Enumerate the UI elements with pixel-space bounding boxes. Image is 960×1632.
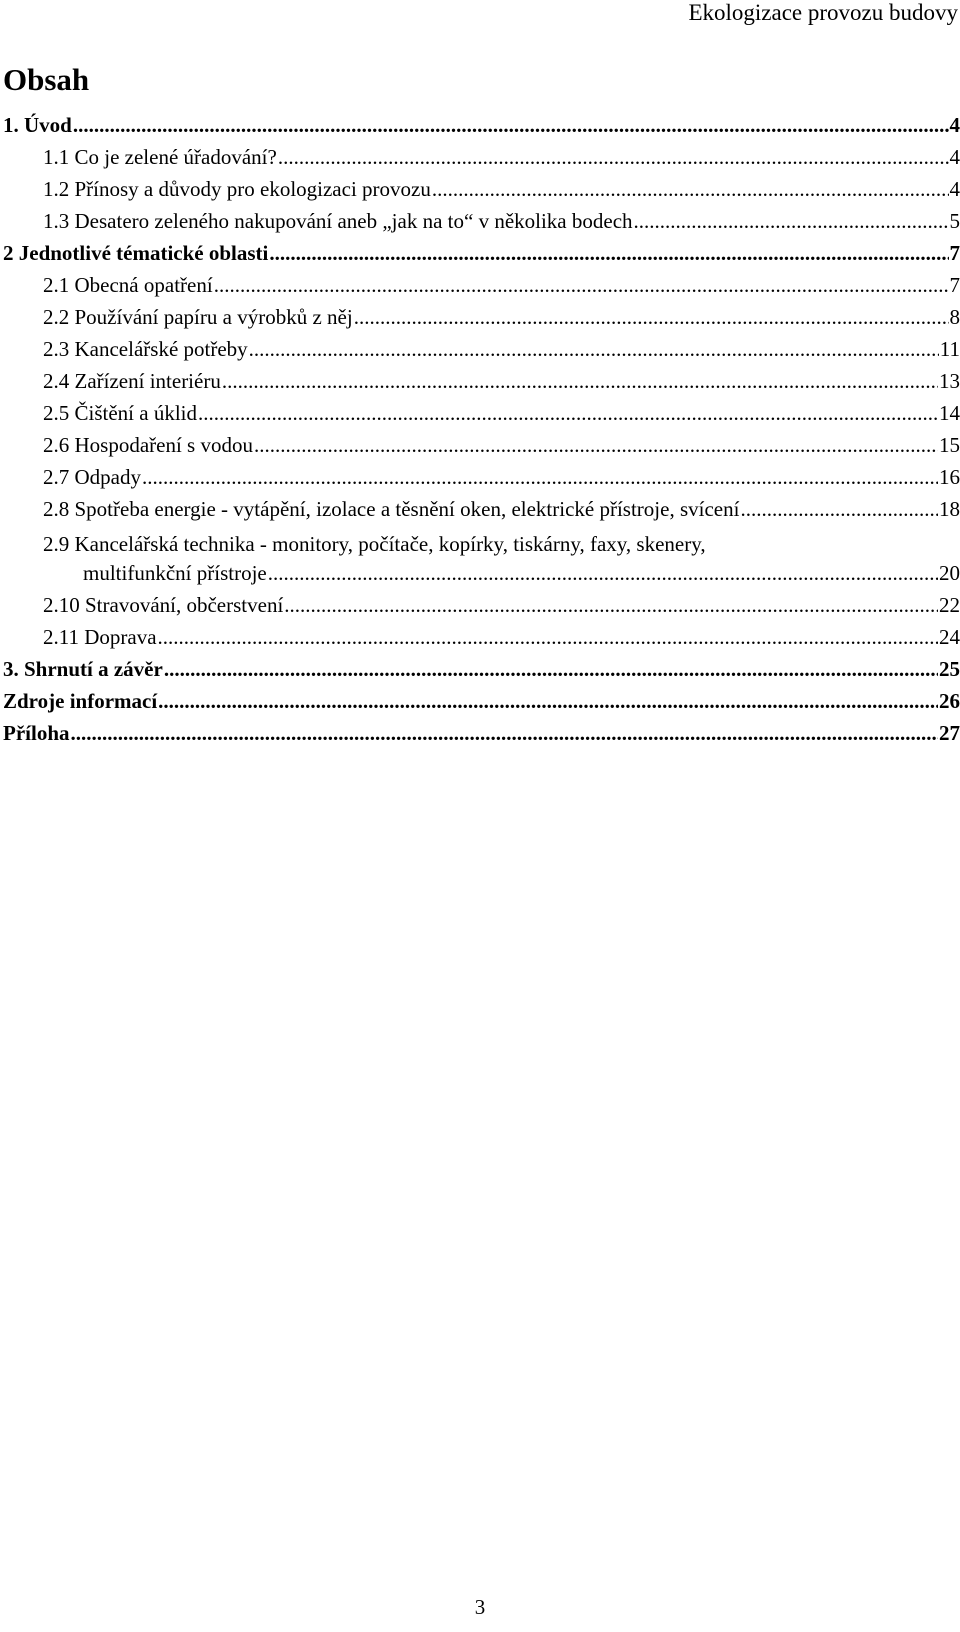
toc-entry-page: 16 — [939, 465, 960, 489]
toc-entry-label-line2: multifunkční přístroje — [83, 561, 267, 585]
dot-leader — [354, 304, 949, 330]
toc-entry-label-line1: 2.9 Kancelářská technika - monitory, počítače, kopírky, tiskárny, faxy, skenery, — [43, 532, 706, 556]
toc-entry-page: 26 — [939, 689, 960, 713]
toc-entry-label: 2.4 Zařízení interiéru — [43, 369, 221, 393]
toc-entry-label: 2.2 Používání papíru a výrobků z něj — [43, 305, 353, 329]
toc-entry-label: 2.11 Doprava — [43, 625, 157, 649]
toc-entry-page: 22 — [939, 593, 960, 617]
dot-leader — [214, 272, 949, 298]
toc-entry-label: 3. Shrnutí a závěr — [3, 657, 163, 681]
toc-entry-2-4[interactable] — [3, 368, 960, 400]
toc-entry-priloha[interactable] — [3, 720, 960, 752]
toc-entry-page: 27 — [939, 721, 960, 745]
dot-leader — [198, 400, 938, 426]
toc-entry-label: 2.6 Hospodaření s vodou — [43, 433, 253, 457]
toc-entry-page: 7 — [949, 273, 960, 297]
toc-entry-label: 1.1 Co je zelené úřadování? — [43, 145, 277, 169]
toc-entry-page: 11 — [939, 337, 960, 361]
toc-entry-zdroje[interactable] — [3, 688, 960, 720]
toc-entry-label: 2.8 Spotřeba energie - vytápění, izolace a těsnění oken, elektrické přístroje, svícení — [43, 497, 740, 521]
dot-leader — [634, 208, 949, 234]
toc-entry-page: 4 — [949, 113, 960, 137]
toc-entry-page: 20 — [939, 561, 960, 585]
toc-entry-label: 2.3 Kancelářské potřeby — [43, 337, 248, 361]
toc-entry-page: 4 — [949, 177, 960, 201]
toc-entry-2-10[interactable] — [3, 592, 960, 624]
dot-leader — [158, 624, 938, 650]
toc-entry-label: Příloha — [3, 721, 70, 745]
toc-entry-label: 2.7 Odpady — [43, 465, 141, 489]
toc-entry-label: 1. Úvod — [3, 113, 72, 137]
toc-title: Obsah — [3, 62, 90, 97]
toc-entry-2-5[interactable] — [3, 400, 960, 432]
toc-entry-label: 1.3 Desatero zeleného nakupování aneb „jak na to“ v několika bodech — [43, 209, 633, 233]
toc-entry-label: Zdroje informací — [3, 689, 158, 713]
dot-leader — [222, 368, 938, 394]
toc-entry-page: 13 — [939, 369, 960, 393]
dot-leader — [269, 240, 948, 266]
toc-entry-page: 15 — [939, 433, 960, 457]
dot-leader — [164, 656, 938, 682]
toc-entry-2-6[interactable] — [3, 432, 960, 464]
toc-entry-page: 24 — [939, 625, 960, 649]
toc-entry-3[interactable] — [3, 656, 960, 688]
toc-entry-2-2[interactable] — [3, 304, 960, 336]
toc-entry-page: 7 — [949, 241, 960, 265]
dot-leader — [254, 432, 938, 458]
toc-entry-1-3[interactable] — [3, 208, 960, 240]
toc-entry-1-2[interactable] — [3, 176, 960, 208]
toc-entry-uvod[interactable] — [3, 112, 960, 144]
dot-leader — [284, 592, 938, 618]
page-number: 3 — [474, 1595, 486, 1619]
toc-entry-page: 18 — [939, 497, 960, 521]
toc-entry-page: 14 — [939, 401, 960, 425]
dot-leader — [249, 336, 939, 362]
toc-entry-2-7[interactable] — [3, 464, 960, 496]
toc-entry-2-11[interactable] — [3, 624, 960, 656]
toc-entry-page: 4 — [949, 145, 960, 169]
toc-entry-2[interactable] — [3, 240, 960, 272]
dot-leader — [432, 176, 949, 202]
toc-entry-2-1[interactable] — [3, 272, 960, 304]
toc-entry-page: 25 — [939, 657, 960, 681]
dot-leader — [142, 464, 938, 490]
toc-entry-page: 8 — [949, 305, 960, 329]
toc-entry-1-1[interactable] — [3, 144, 960, 176]
dot-leader — [278, 144, 949, 170]
dot-leader — [73, 112, 949, 138]
toc-entry-2-3[interactable] — [3, 336, 960, 368]
toc-entry-label: 1.2 Přínosy a důvody pro ekologizaci provozu — [43, 177, 431, 201]
toc-entry-label: 2.1 Obecná opatření — [43, 273, 213, 297]
table-of-contents — [3, 112, 960, 752]
toc-entry-page: 5 — [949, 209, 960, 233]
dot-leader — [158, 688, 938, 714]
dot-leader — [740, 496, 938, 522]
dot-leader — [268, 560, 938, 586]
toc-entry-2-8[interactable] — [3, 496, 960, 528]
toc-entry-2-9[interactable] — [3, 528, 960, 592]
toc-entry-label: 2.5 Čištění a úklid — [43, 401, 197, 425]
toc-entry-label: 2 Jednotlivé tématické oblasti — [3, 241, 269, 265]
dot-leader — [71, 720, 939, 746]
running-header: Ekologizace provozu budovy — [688, 0, 958, 25]
toc-entry-label: 2.10 Stravování, občerstvení — [43, 593, 284, 617]
